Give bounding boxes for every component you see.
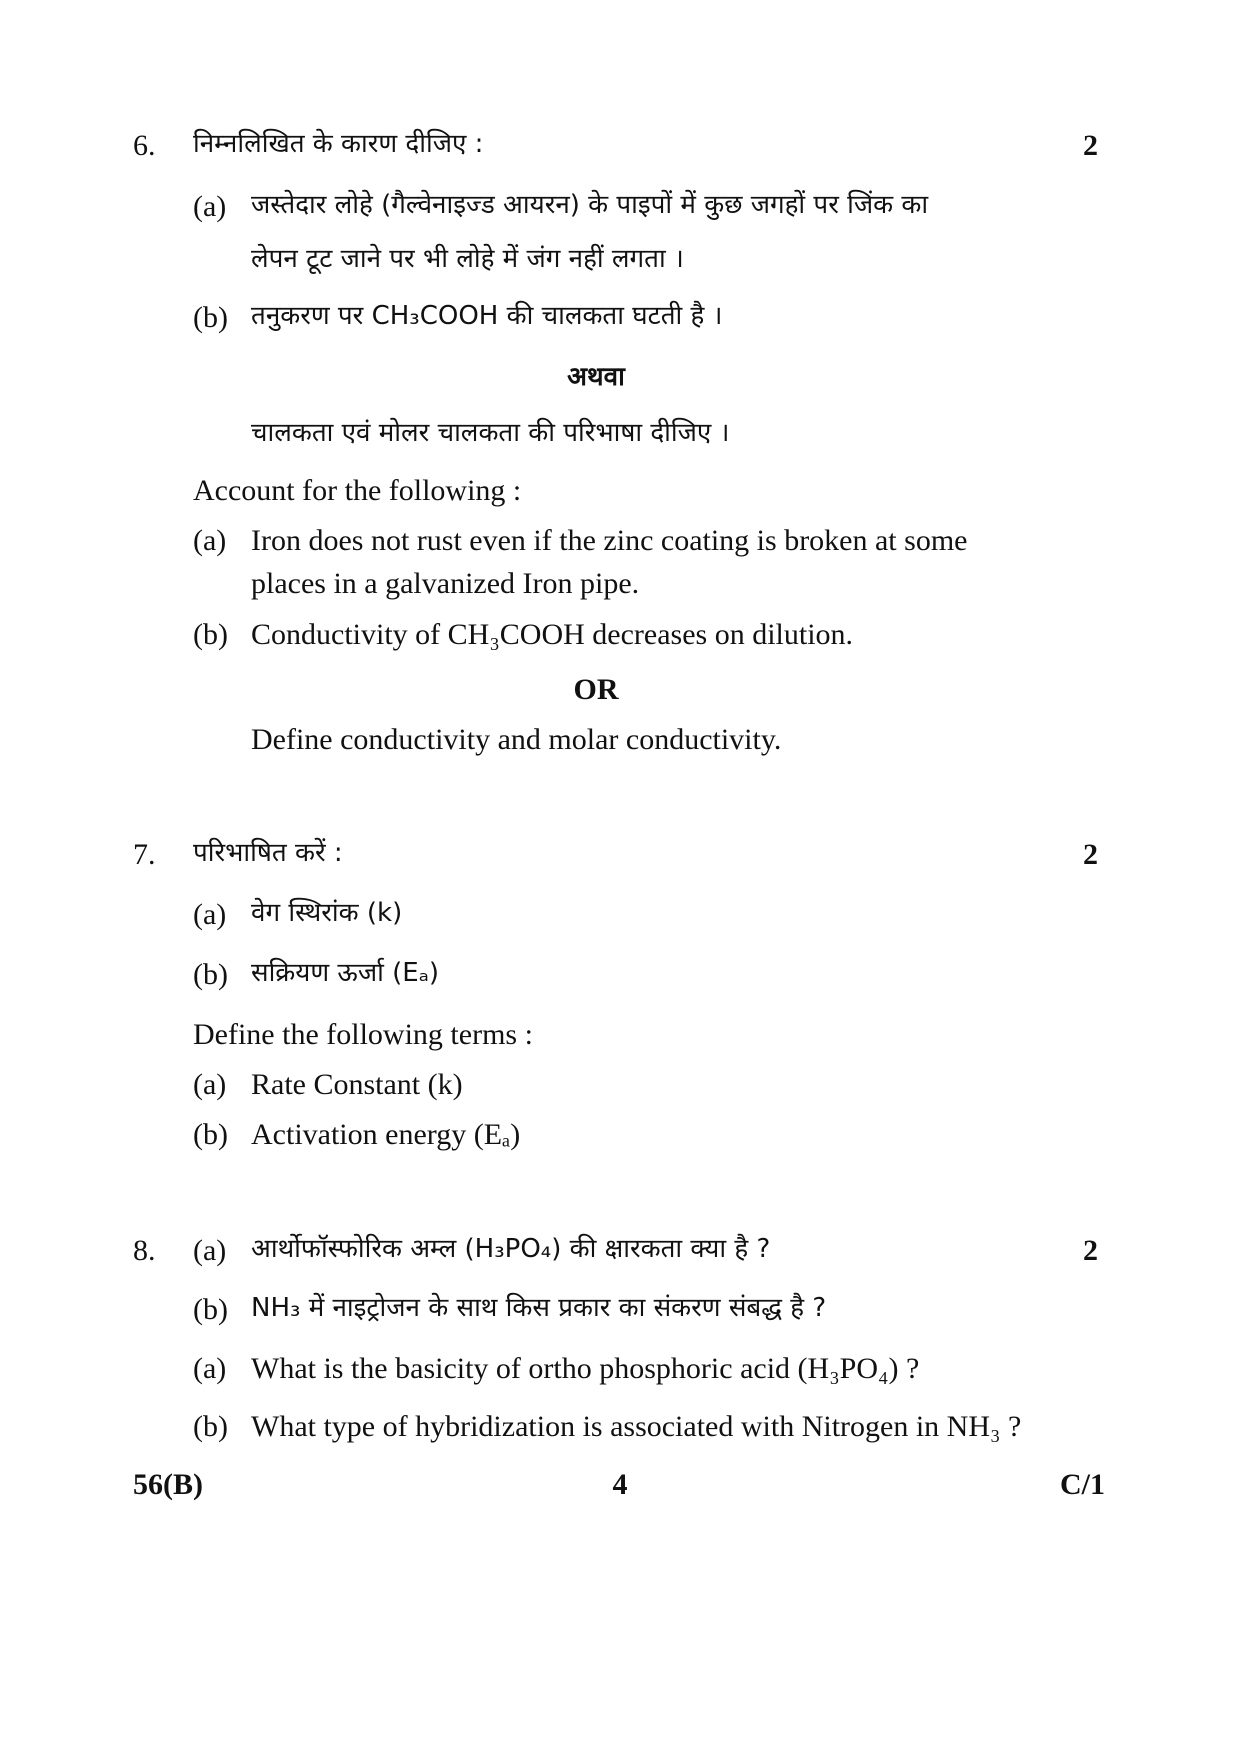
question-8-english-a-label: (a) xyxy=(193,1352,227,1385)
question-7-english-b-label: (b) xyxy=(193,1118,228,1151)
question-6-hindi-prompt: निम्नलिखित के कारण दीजिए : xyxy=(193,129,484,159)
question-6-english-prompt: Account for the following : xyxy=(193,474,522,507)
question-6-english-a-line2: places in a galvanized Iron pipe. xyxy=(251,567,640,600)
question-6-hindi-or-label: अथवा xyxy=(567,362,625,392)
question-6-english-b-text: Conductivity of CH₃COOH decreases on dilution. xyxy=(251,618,854,651)
question-7-number: 7. xyxy=(133,838,156,871)
question-7-marks: 2 xyxy=(1083,838,1098,871)
question-7-english-a-label: (a) xyxy=(193,1068,227,1101)
question-7-hindi-a-text: वेग स्थिरांक (k) xyxy=(251,898,403,928)
question-8-hindi-a-text: आर्थोफॉस्फोरिक अम्ल (H₃PO₄) की क्षारकता क्या है ? xyxy=(251,1234,771,1264)
question-6-english-or-label: OR xyxy=(573,673,619,706)
footer-set-code: C/1 xyxy=(1060,1468,1105,1501)
question-7-hindi-a-label: (a) xyxy=(193,898,227,931)
question-8-hindi-b-text: NH₃ में नाइट्रोजन के साथ किस प्रकार का संकरण संबद्ध है ? xyxy=(251,1293,827,1323)
question-8-hindi-b-label: (b) xyxy=(193,1293,228,1326)
question-6-hindi-b-text: तनुकरण पर CH₃COOH की चालकता घटती है । xyxy=(251,301,723,331)
question-6-hindi-b-label: (b) xyxy=(193,301,228,334)
question-6-english-a-label: (a) xyxy=(193,524,227,557)
question-8-marks: 2 xyxy=(1083,1234,1098,1267)
question-7-hindi-prompt: परिभाषित करें : xyxy=(193,838,343,868)
question-6-hindi-a-label: (a) xyxy=(193,190,227,223)
question-8-english-b-label: (b) xyxy=(193,1410,228,1443)
question-8-number: 8. xyxy=(133,1234,156,1267)
question-7-english-a-text: Rate Constant (k) xyxy=(251,1068,463,1101)
question-6-marks: 2 xyxy=(1083,129,1098,162)
question-7-english-b-text: Activation energy (Eₐ) xyxy=(251,1118,521,1151)
question-6-english-b-label: (b) xyxy=(193,618,228,651)
footer-code: 56(B) xyxy=(133,1468,203,1501)
question-6-english-a-line1: Iron does not rust even if the zinc coating is broken at some xyxy=(251,524,968,557)
question-6-hindi-or-text: चालकता एवं मोलर चालकता की परिभाषा दीजिए । xyxy=(251,418,730,448)
question-6-hindi-a-line1: जस्तेदार लोहे (गैल्वेनाइज्ड आयरन) के पाइपों में कुछ जगहों पर जिंक का xyxy=(251,190,929,220)
question-8-hindi-a-label: (a) xyxy=(193,1234,227,1267)
question-8-english-a-text: What is the basicity of ortho phosphoric acid (H₃PO₄) ? xyxy=(251,1352,920,1385)
question-7-english-prompt: Define the following terms : xyxy=(193,1018,533,1051)
question-7-hindi-b-text: सक्रियण ऊर्जा (Eₐ) xyxy=(251,958,440,988)
footer-page-number: 4 xyxy=(612,1468,628,1501)
question-6-english-or-text: Define conductivity and molar conductivity. xyxy=(251,723,782,756)
question-6-hindi-a-line2: लेपन टूट जाने पर भी लोहे में जंग नहीं लगता । xyxy=(251,244,684,274)
question-7-hindi-b-label: (b) xyxy=(193,958,228,991)
question-8-english-b-text: What type of hybridization is associated with Nitrogen in NH₃ ? xyxy=(251,1410,1022,1443)
question-6-number: 6. xyxy=(133,129,156,162)
